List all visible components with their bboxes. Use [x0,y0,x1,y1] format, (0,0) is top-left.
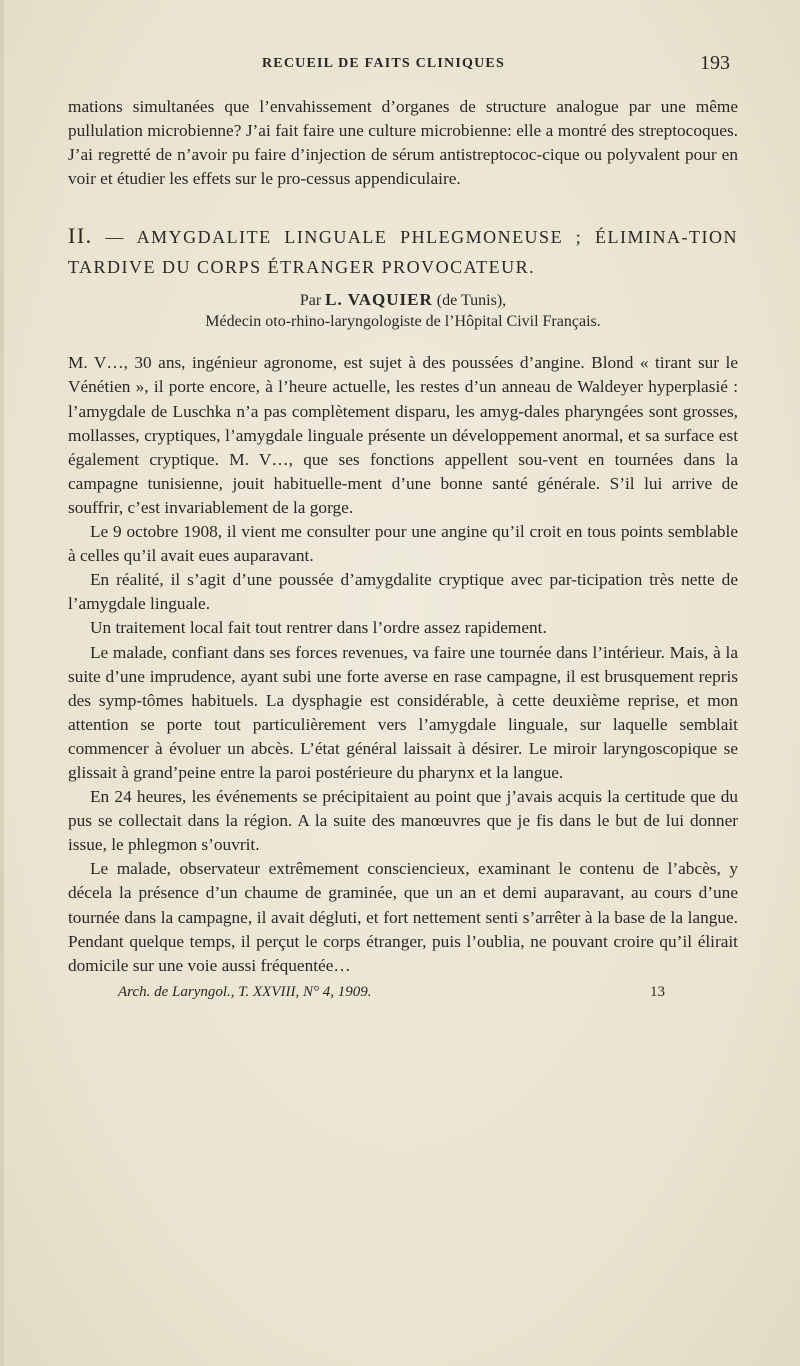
intro-paragraph: mations simultanées que l’envahissement d’organes de structure analogue par une même pullulation microbienne? J’ai fait faire une culture microbienne: elle a montré des streptocoques. J’ai regretté de n’avoir pu faire d’injection de sérum antistreptococ-cique ou polyvalent pour en voir et étudier les effets sur le pro-cessus appendiculaire. [68,97,738,189]
signature-mark: 13 [650,983,665,1000]
author-line [68,290,738,311]
paragraph-relapse: Le malade, confiant dans ses forces revenues, va faire une tournée dans l’intérieur. Mais, à la suite d’une imprudence, ayant subi une forte averse en rase campagne, il est brusquement repris des symp-tômes habituels. La dysphagie est considérable, à cette deuxième reprise, et mon attention se porte tout particulièrement vers l’amygdale linguale, sur laquelle semblait commencer à évoluer un abcès. L’état général laissait à désirer. Le miroir laryngoscopique se glissait à grand’peine entre la paroi postérieure du pharynx et la langue. [68,642,738,782]
author-affiliation: Médecin oto-rhino-laryngologiste de l’Hôpital Civil Français. [205,313,601,331]
page-footer [68,982,738,1004]
author-name: L. VAQUIER [325,290,433,310]
scan-edge [0,0,4,1366]
paragraph-treatment: Un traitement local fait tout rentrer dans l’ordre assez rapidement. [90,618,547,638]
journal-citation: Arch. de Laryngol., T. XXVIII, N° 4, 1909. [118,983,372,1000]
author-prefix: Par [299,292,322,310]
running-title: RECUEIL DE FAITS CLINIQUES [262,56,505,71]
paragraph-foreign-body: Le malade, observateur extrêmement consciencieux, examinant le contenu de l’abcès, y décela la présence d’un chaume de graminée, que un an et demi auparavant, au cours d’une tournée dans la campagne, il avait dégluti, et fort nettement senti s’arrêter à la base de la langue. Pendant quelque temps, il perçut le corps étranger, puis l’oublia, ne pouvant croire qu’il élirait domicile sur une voie aussi fréquentée… [68,859,738,975]
section-number: II. [68,223,93,249]
section-dash: — [105,227,125,248]
paragraph-diagnosis: En réalité, il s’agit d’une poussée d’amygdalite cryptique avec par-ticipation très nette de l’amygdale linguale. [68,570,738,614]
paragraph-case-history: M. V…, 30 ans, ingénieur agronome, est sujet à des poussées d’angine. Blond « tirant sur le Vénétien », il porte encore, à l’heure actuelle, les restes d’un anneau de Waldeyer hyperplasié : l’amygdale de Luschka n’a pas complètement disparu, les amyg-dales pharyngées sont grosses, mollasses, cryptiques, l’amygdale linguale présente un développement anormal, et sa surface est également cryptique. M. V…, que ses fonctions appellent sou-vent en tournées dans la campagne tunisienne, jouit habituelle-ment d’une bonne santé générale. S’il lui arrive de souffrir, c’est invariablement de la gorge. [68,353,738,517]
paragraph-consultation: Le 9 octobre 1908, il vient me consulter pour une angine qu’il croit en tous points semblable à celles qu’il avait eues auparavant. [68,522,738,566]
page-number: 193 [700,52,730,74]
running-head [0,52,800,76]
author-suffix: (de Tunis), [436,292,507,310]
section-title [68,221,738,282]
page-body [68,95,738,1004]
paragraph-abscess: En 24 heures, les événements se précipitaient au point que j’avais acquis la certitude que du pus se collectait dans la région. A la suite des manœuvres que je fis dans le but de lui donner issue, le phlegmon s’ouvrit. [68,787,738,855]
section-title-text: AMYGDALITE LINGUALE PHLEGMONEUSE ; ÉLIMINA-TION TARDIVE DU CORPS ÉTRANGER PROVOCATEUR. [68,227,738,278]
